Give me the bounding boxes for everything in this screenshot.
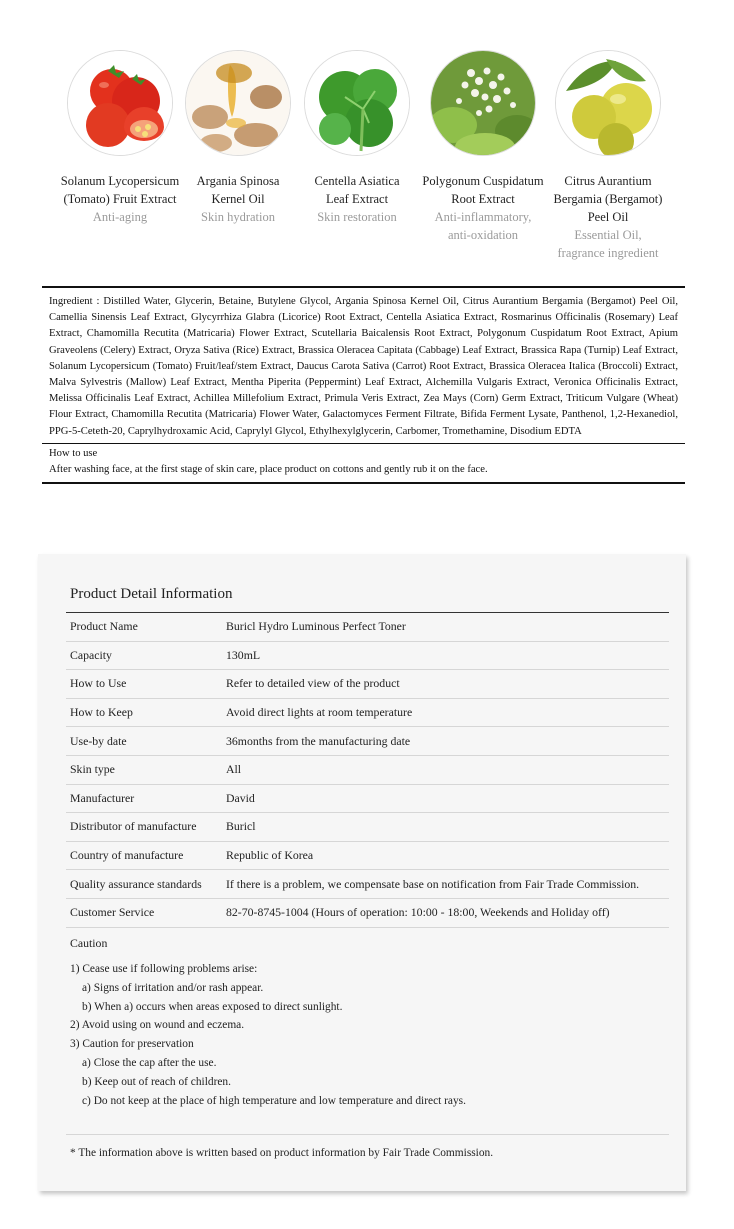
product-detail-table [66,613,669,928]
ingredient-name: Citrus Aurantium Bergamia (Bergamot) Peel Oil [553,174,663,224]
caution-line: a) Close the cap after the use. [82,1056,217,1069]
product-detail-card [38,554,686,1191]
ingredient-name: Solanum Lycopersicum (Tomato) Fruit Extract [60,174,180,206]
ingredient-name: Argania Spinosa Kernel Oil [196,174,280,206]
caution-line: a) Signs of irritation and/or rash appear. [82,981,264,994]
detail-row [66,813,669,842]
detail-row-key: How to Keep [70,705,133,720]
detail-row-value: 130mL [226,647,261,662]
ingredient-bergamot [543,50,673,262]
ingredient-name: Centella Asiatica Leaf Extract [314,174,400,206]
detail-row-key: Use-by date [70,733,127,748]
ingredient-effect: Essential Oil, fragrance ingredient [557,228,659,260]
footnote-divider [66,1134,669,1135]
detail-row-value: Buricl Hydro Luminous Perfect Toner [226,619,406,634]
detail-row-key: Quality assurance standards [70,876,202,891]
ingredient-effect: Anti-aging [92,210,148,224]
detail-row-value: Avoid direct lights at room temperature [226,705,413,720]
full-ingredients-box [42,286,685,484]
caution-list [70,960,466,1110]
detail-row-key: Manufacturer [70,790,135,805]
detail-row-value: 36months from the manufacturing date [226,733,411,748]
caution-label: Caution [70,936,108,950]
detail-row-value: Republic of Korea [226,848,314,863]
detail-row [66,642,669,671]
how-to-use-section [42,443,685,482]
detail-row [66,899,669,928]
detail-row-key: Skin type [70,762,115,777]
argan-oil-icon [185,50,291,156]
ingredient-polygonum [418,50,548,244]
detail-row [66,670,669,699]
detail-row-value: If there is a problem, we compensate base on notification from Fair Trade Commission. [226,876,640,891]
detail-row-value: David [226,790,255,805]
ingredient-effect: Anti-inflammatory, anti-oxidation [434,210,532,242]
detail-row [66,870,669,899]
detail-row-key: Country of manufacture [70,848,184,863]
detail-row-key: Distributor of manufacture [70,819,197,834]
ingredient-name: Polygonum Cuspidatum Root Extract [422,174,544,206]
detail-row [66,699,669,728]
detail-row-key: Customer Service [70,905,155,920]
centella-leaf-icon [304,50,410,156]
ingredient-tomato [55,50,185,226]
footnote: * The information above is written based on product information by Fair Trade Commission. [70,1147,494,1159]
polygonum-flower-icon [430,50,536,156]
detail-row-value: All [226,762,242,777]
bergamot-icon [555,50,661,156]
ingredient-highlights [0,50,734,270]
how-to-use-label: How to use [49,447,98,459]
detail-row-value: 82-70-8745-1004 (Hours of operation: 10:00 - 18:00, Weekends and Holiday off) [226,905,610,920]
detail-row [66,785,669,814]
detail-row [66,842,669,871]
tomato-icon [67,50,173,156]
caution-line: 2) Avoid using on wound and eczema. [70,1019,245,1032]
detail-row-key: Product Name [70,619,138,634]
caution-line: b) Keep out of reach of children. [82,1075,231,1088]
ingredient-centella [292,50,422,226]
detail-row [66,727,669,756]
detail-row-value: Refer to detailed view of the product [226,676,400,691]
caution-line: c) Do not keep at the place of high temperature and low temperature and direct rays. [82,1094,466,1107]
how-to-use-text: After washing face, at the first stage of skin care, place product on cottons and gently rub it on the face. [49,463,488,475]
full-ingredients-text: Ingredient : Distilled Water, Glycerin, Betaine, Butylene Glycol, Argania Spinosa Kernel Oil, Citrus Aurantium Bergamia (Bergamot) Peel Oil, Camellia Sinensis Leaf Extract, Glycyrrhiza Glabra (Licorice) Root Extract, Centella Asiatica Extract, Rosmarinus Officinalis (Rosemary) Leaf Extract, Chamomilla Recutita (Matricaria) Flower Extract, Scutellaria Baicalensis Root Extract, Polygonum Cuspidatum Root Extract, Apium Graveolens (Celery) Extract, Oryza Sativa (Rice) Extract, Brassica Oleracea Capitata (Cabbage) Leaf Extract, Brassica Rapa (Turnip) Leaf Extract, Solanum Lycopersicum (Tomato) Fruit/leaf/stem Extract, Daucus Carota Sativa (Carrot) Root Extract, Brassica Oleracea Italica (Broccoli) Extract, Malva Sylvestris (Mallow) Leaf Extract, Mentha Piperita (Peppermint) Leaf Extract, Alchemilla Vulgaris Extract, Veronica Officinalis Extract, Melissa Officinalis Leaf Extract, Achillea Millefolium Extract, Primula Veris Extract, Zea Mays (Corn) Germ Extract, Triticum Vulgare (Wheat) Flour Extract, Chamomilla Recutita (Matricaria) Flower Water, Galactomyces Ferment Filtrate, Bifida Ferment Lysate, Panthenol, 1,2-Hexanediol, PPG-5-Ceteth-20, Caprylhydroxamic Acid, Caprylyl Glycol, Ethylhexylglycerin, Carbomer, Tromethamine, Disodium EDTA [49,296,678,437]
detail-row-value: Buricl [226,819,256,834]
detail-row-key: How to Use [70,676,127,691]
ingredient-effect: Skin hydration [201,210,275,224]
caution-line: 3) Caution for preservation [70,1038,194,1051]
ingredient-effect: Skin restoration [317,210,397,224]
detail-row [66,756,669,785]
detail-row-key: Capacity [70,647,112,662]
detail-row [66,613,669,642]
caution-line: 1) Cease use if following problems arise: [70,963,258,975]
product-detail-title: Product Detail Information [70,586,233,602]
ingredient-argan [173,50,303,226]
caution-line: b) When a) occurs when areas exposed to direct sunlight. [82,1000,343,1013]
